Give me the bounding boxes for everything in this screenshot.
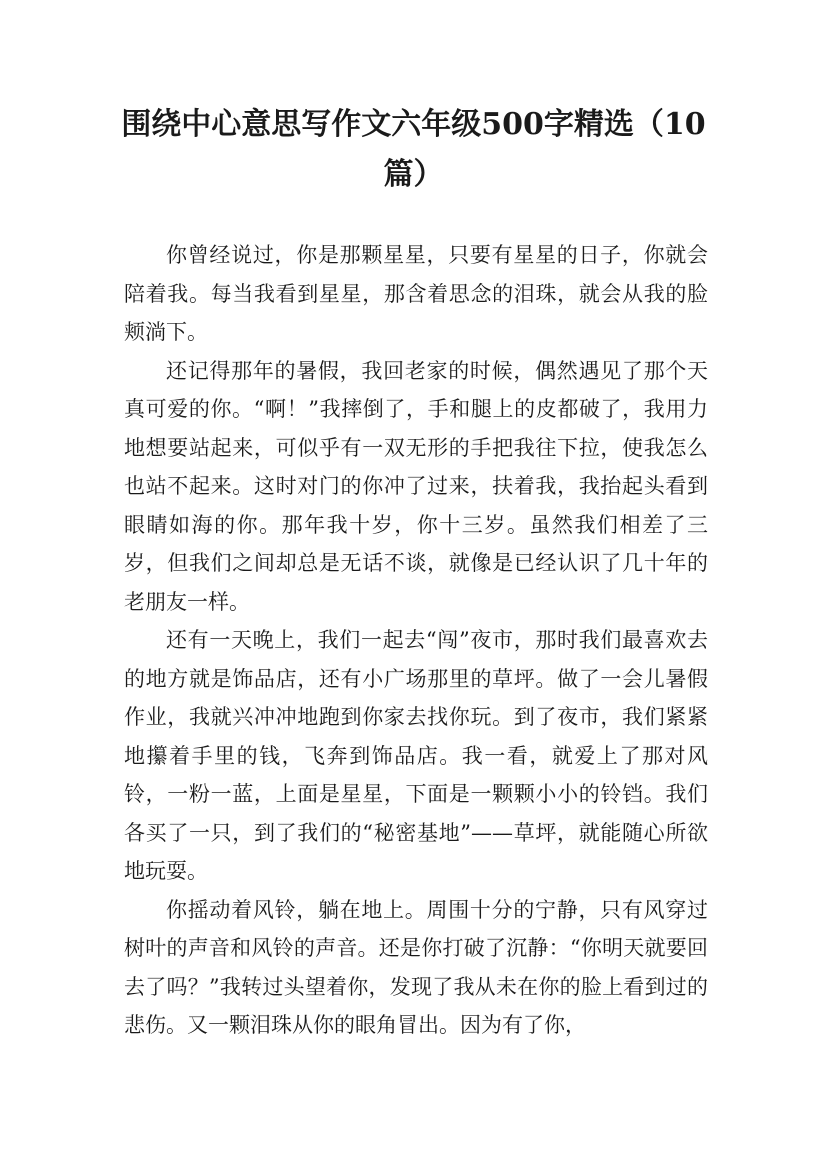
document-title: 围绕中心意思写作文六年级500字精选（10篇） [121, 107, 706, 192]
document-body [124, 236, 708, 1045]
paragraph: 你摇动着风铃，躺在地上。周围十分的宁静，只有风穿过树叶的声音和风铃的声音。还是你打破了沉静：“你明天就要回去了吗？”我转过头望着你，发现了我从未在你的脸上看到过的悲伤。又一颗泪珠从你的眼角冒出。因为有了你， [124, 897, 708, 1037]
paragraph: 你曾经说过，你是那颗星星，只要有星星的日子，你就会陪着我。每当我看到星星，那含着思念的泪珠，就会从我的脸颊淌下。 [124, 243, 708, 344]
paragraph: 还有一天晚上，我们一起去“闯”夜市，那时我们最喜欢去的地方就是饰品店，还有小广场那里的草坪。做了一会儿暑假作业，我就兴冲冲地跑到你家去找你玩。到了夜市，我们紧紧地攥着手里的钱，飞奔到饰品店。我一看，就爱上了那对风铃，一粉一蓝，上面是星星，下面是一颗颗小小的铃铛。我们各买了一只，到了我们的“秘密基地”——草坪，就能随心所欲地玩耍。 [124, 628, 708, 883]
paragraph: 还记得那年的暑假，我回老家的时候，偶然遇见了那个天真可爱的你。“啊！”我摔倒了，手和腿上的皮都破了，我用力地想要站起来，可似乎有一双无形的手把我往下拉，使我怎么也站不起来。这时对门的你冲了过来，扶着我，我抬起头看到眼睛如海的你。那年我十岁，你十三岁。虽然我们相差了三岁，但我们之间却总是无话不谈，就像是已经认识了几十年的老朋友一样。 [124, 358, 708, 614]
